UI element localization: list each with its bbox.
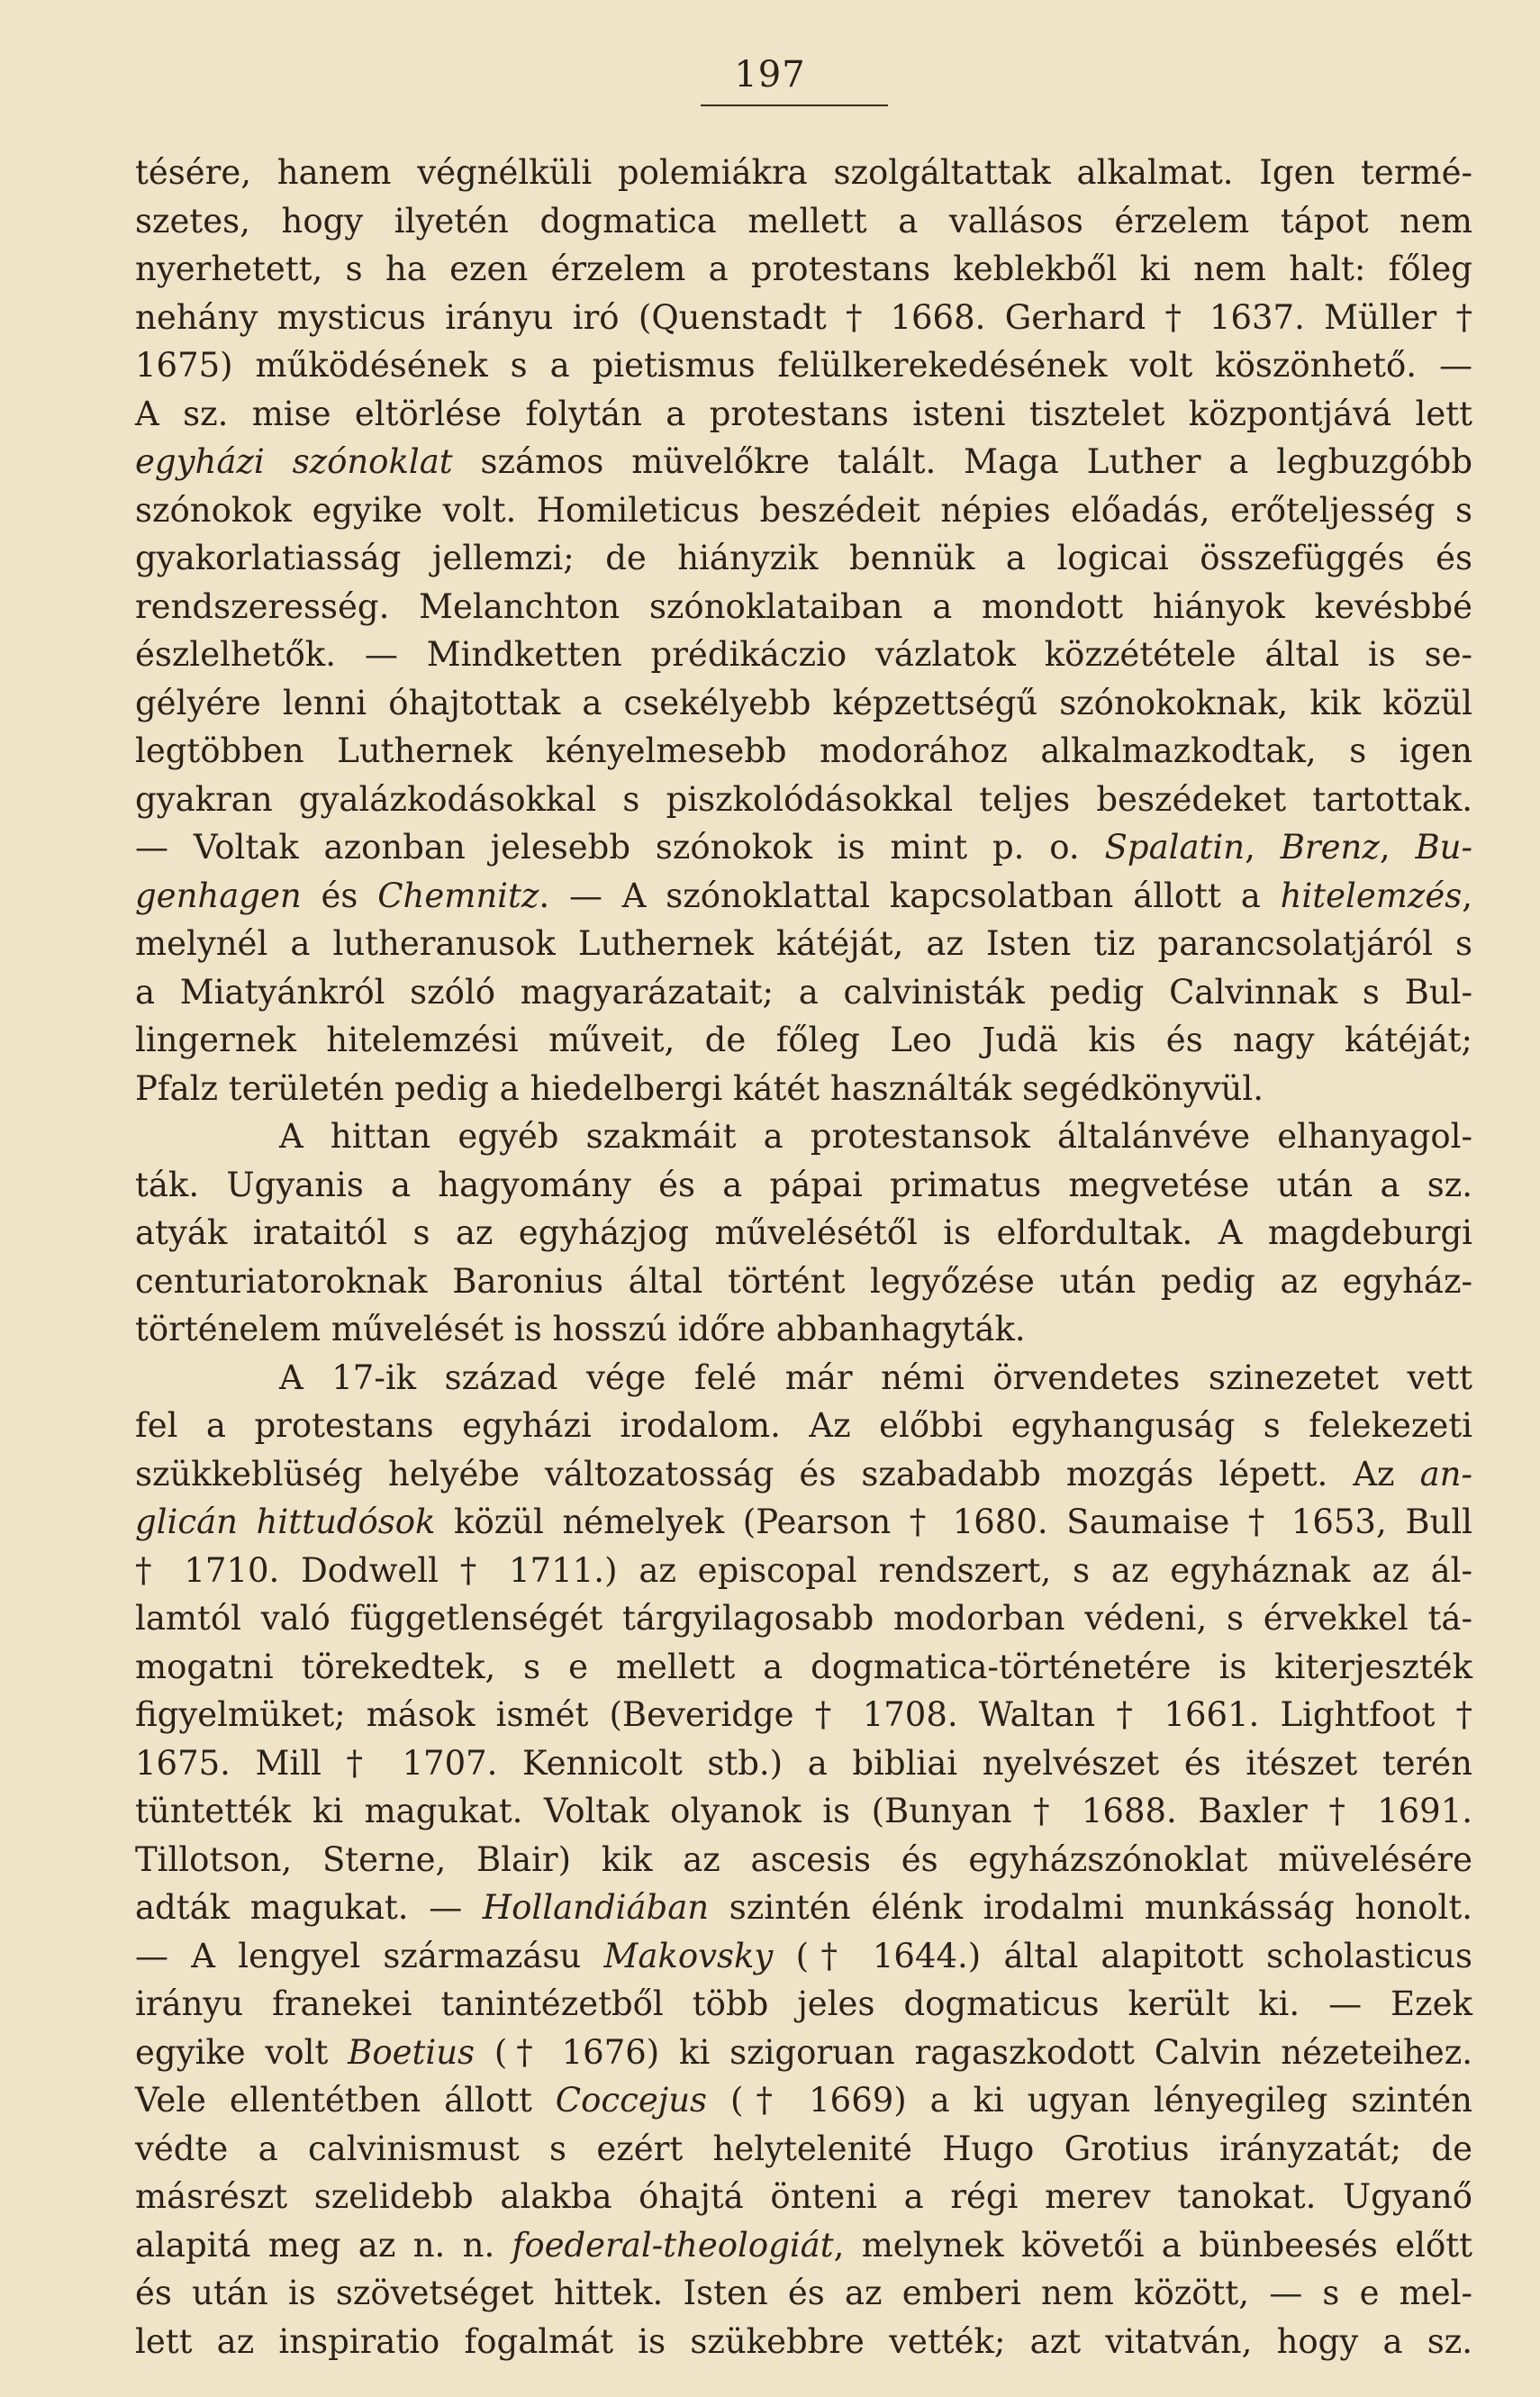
text-line: [135, 2173, 1472, 2221]
text-segment: figyelmüket; mások ismét (Beveridge † 1708. Waltan † 1661. Lightfoot †: [135, 1695, 1472, 1734]
text-segment: 1675) működésének s a pietismus felülkerekedésének volt köszönhető. —: [135, 346, 1472, 385]
text-line: [135, 1691, 1472, 1739]
text-line: [135, 1354, 1472, 1403]
text-segment: ,: [1245, 828, 1281, 867]
italic-text: hitelemzés: [1280, 876, 1463, 915]
text-line: [135, 2076, 1472, 2125]
italic-text: egyházi szónoklat: [135, 442, 453, 481]
text-segment: szetes, hogy ilyetén dogmatica mellett a vallásos érzelem tápot nem: [135, 201, 1472, 241]
text-segment: († 1644.) által alapitott scholasticus: [773, 1936, 1473, 1975]
text-line: [135, 1836, 1472, 1884]
text-segment: lett az inspiratio fogalmát is szükebbre vették; azt vitatván, hogy a sz.: [135, 2321, 1472, 2361]
text-line: [135, 390, 1472, 439]
text-line: [135, 1065, 1472, 1113]
text-line: [135, 1258, 1472, 1306]
text-line: [135, 1450, 1472, 1499]
text-segment: gélyére lenni óhajtottak a csekélyebb képzettségű szónokoknak, kik közül: [135, 683, 1472, 722]
text-segment: másrészt szelidebb alakba óhajtá önteni a régi merev tanokat. Ugyanő: [135, 2177, 1472, 2216]
text-segment: ,: [1379, 828, 1416, 867]
text-segment: atyák irataitól s az egyházjog művelésétől is elfordultak. A magdeburgi: [135, 1213, 1472, 1252]
text-segment: fel a protestans egyházi irodalom. Az előbbi egyhanguság s felekezeti: [135, 1406, 1472, 1445]
text-segment: — A lengyel származásu: [135, 1936, 604, 1975]
italic-text: foederal-theologiát: [512, 2225, 834, 2265]
text-segment: adták magukat. —: [135, 1888, 483, 1927]
text-line: [135, 245, 1472, 294]
text-segment: mogatni törekedtek, s e mellett a dogmatica-történetére is kiterjeszték: [135, 1647, 1472, 1686]
text-line: [135, 1402, 1472, 1450]
text-line: [135, 1643, 1472, 1692]
text-line: [135, 1016, 1472, 1065]
text-segment: a Miatyánkról szóló magyarázatait; a calvinisták pedig Calvinnak s Bul-: [135, 972, 1472, 1012]
text-line: [135, 679, 1472, 728]
text-segment: legtöbben Luthernek kényelmesebb modorához alkalmazkodtak, s igen: [135, 731, 1472, 770]
text-line: [135, 1498, 1472, 1547]
italic-text: Boetius: [348, 2032, 476, 2072]
text-segment: közül némelyek (Pearson † 1680. Saumaise † 1653, Bull: [435, 1503, 1473, 1541]
text-line: [135, 872, 1472, 921]
italic-text: genhagen: [135, 876, 302, 915]
text-segment: † 1710. Dodwell † 1711.) az episcopal rendszert, s az egyháznak az ál-: [135, 1550, 1472, 1590]
text-line: [135, 631, 1472, 679]
text-line: [135, 1547, 1472, 1595]
text-segment: († 1669) a ki ugyan lényegileg szintén: [707, 2081, 1472, 2120]
text-line: [135, 583, 1472, 631]
italic-text: glicán hittudósok: [135, 1503, 436, 1541]
text-line: [135, 197, 1472, 246]
text-segment: A hittan egyéb szakmáit a protestansok általánvéve elhanyagol-: [279, 1117, 1472, 1156]
text-line: [135, 2221, 1472, 2270]
text-segment: tüntették ki magukat. Voltak olyanok is (Bunyan † 1688. Baxler † 1691.: [135, 1792, 1472, 1830]
text-segment: észlelhetők. — Mindketten prédikáczio vázlatok közzététele által is se-: [135, 635, 1472, 674]
text-segment: A 17-ik század vége felé már némi örvendetes szinezetet vett: [279, 1357, 1472, 1397]
text-segment: ,: [1462, 876, 1472, 915]
text-line: [135, 823, 1472, 872]
text-line: [135, 294, 1472, 342]
italic-text: Spalatin: [1104, 828, 1246, 867]
italic-text: Chemnitz: [377, 876, 539, 915]
text-line: [135, 534, 1472, 583]
text-segment: történelem művelését is hosszú időre abbanhagyták.: [135, 1310, 1026, 1348]
text-segment: melynél a lutheranusok Luthernek kátéját, az Isten tiz parancsolatjáról s: [135, 924, 1472, 963]
header-rule: [701, 104, 888, 106]
text-line: [135, 1787, 1472, 1836]
text-segment: . — A szónoklattal kapcsolatban állott a: [539, 876, 1281, 915]
text-segment: szintén élénk irodalmi munkásság honolt.: [709, 1888, 1472, 1927]
text-line: [135, 968, 1472, 1017]
text-line: [135, 727, 1472, 776]
italic-text: Bu-: [1415, 828, 1473, 867]
italic-text: Brenz: [1280, 828, 1380, 867]
text-line: [135, 1209, 1472, 1258]
text-line: [135, 776, 1472, 824]
text-segment: A sz. mise eltörlése folytán a protestans isteni tisztelet központjává lett: [135, 394, 1472, 433]
text-line: [135, 1112, 1472, 1161]
page-number: 197: [734, 54, 806, 95]
text-segment: lamtól való függetlenségét tárgyilagosabb modorban védeni, s érvekkel tá-: [135, 1599, 1472, 1638]
text-line: [135, 1739, 1472, 1788]
text-segment: szónokok egyike volt. Homileticus beszédeit népies előadás, erőteljesség s: [135, 490, 1472, 530]
text-segment: és után is szövetséget hittek. Isten és az emberi nem között, — s e mel-: [135, 2274, 1472, 2312]
italic-text: Coccejus: [555, 2081, 708, 2120]
text-line: [135, 438, 1472, 486]
text-segment: , melynek követői a bünbeesés előtt: [833, 2225, 1473, 2265]
text-segment: nehány mysticus irányu iró (Quenstadt † 1668. Gerhard † 1637. Müller †: [135, 297, 1472, 337]
text-segment: és: [301, 876, 378, 915]
text-segment: tésére, hanem végnélküli polemiákra szolgáltattak alkalmat. Igen termé-: [135, 153, 1472, 192]
text-line: [135, 2318, 1472, 2366]
text-segment: Vele ellentétben állott: [135, 2081, 556, 2120]
text-segment: irányu franekei tanintézetből több jeles dogmaticus került ki. — Ezek: [135, 1984, 1472, 2023]
text-segment: szükkeblüség helyébe változatosság és szabadabb mozgás lépett. Az: [135, 1454, 1420, 1494]
text-line: [135, 149, 1472, 197]
body-text: [135, 149, 1472, 2365]
text-segment: 1675. Mill † 1707. Kennicolt stb.) a bibliai nyelvészet és itészet terén: [135, 1743, 1472, 1783]
text-segment: ták. Ugyanis a hagyomány és a pápai primatus megvetése után a sz.: [135, 1165, 1472, 1204]
text-segment: Pfalz területén pedig a hiedelbergi kátét használták segédkönyvül.: [135, 1068, 1264, 1108]
text-line: [135, 2269, 1472, 2318]
text-line: [135, 486, 1472, 535]
text-line: [135, 920, 1472, 968]
text-segment: nyerhetett, s ha ezen érzelem a protestans keblekből ki nem halt: főleg: [135, 250, 1472, 288]
italic-text: Makovsky: [603, 1936, 774, 1975]
italic-text: Hollandiában: [482, 1888, 710, 1927]
text-segment: egyike volt: [135, 2032, 349, 2072]
text-line: [135, 2029, 1472, 2077]
text-line: [135, 1161, 1472, 1210]
text-line: [135, 1932, 1472, 1981]
text-segment: Tillotson, Sterne, Blair) kik az ascesis és egyházszónoklat müvelésére: [135, 1839, 1472, 1879]
text-segment: lingernek hitelemzési műveit, de főleg Leo Judä kis és nagy kátéját;: [135, 1021, 1472, 1059]
text-line: [135, 1884, 1472, 1932]
text-segment: gyakran gyalázkodásokkal s piszkolódásokkal teljes beszédeket tartottak.: [135, 779, 1472, 819]
text-segment: alapitá meg az n. n.: [135, 2225, 512, 2265]
text-line: [135, 2125, 1472, 2174]
text-segment: számos müvelőkre talált. Maga Luther a legbuzgóbb: [452, 442, 1473, 481]
italic-text: an-: [1419, 1454, 1472, 1494]
text-line: [135, 1305, 1472, 1354]
text-segment: († 1676) ki szigoruan ragaszkodott Calvin nézeteihez.: [475, 2032, 1472, 2072]
text-line: [135, 341, 1472, 390]
text-segment: — Voltak azonban jelesebb szónokok is mint p. o.: [135, 828, 1105, 867]
text-segment: védte a calvinismust s ezért helytelenité Hugo Grotius irányzatát; de: [135, 2129, 1472, 2168]
text-line: [135, 1980, 1472, 2029]
text-segment: rendszeresség. Melanchton szónoklataiban a mondott hiányok kevésbbé: [135, 586, 1472, 626]
text-segment: centuriatoroknak Baronius által történt legyőzése után pedig az egyház-: [135, 1261, 1472, 1301]
text-segment: gyakorlatiasság jellemzi; de hiányzik bennük a logicai összefüggés és: [135, 539, 1472, 577]
text-line: [135, 1594, 1472, 1643]
